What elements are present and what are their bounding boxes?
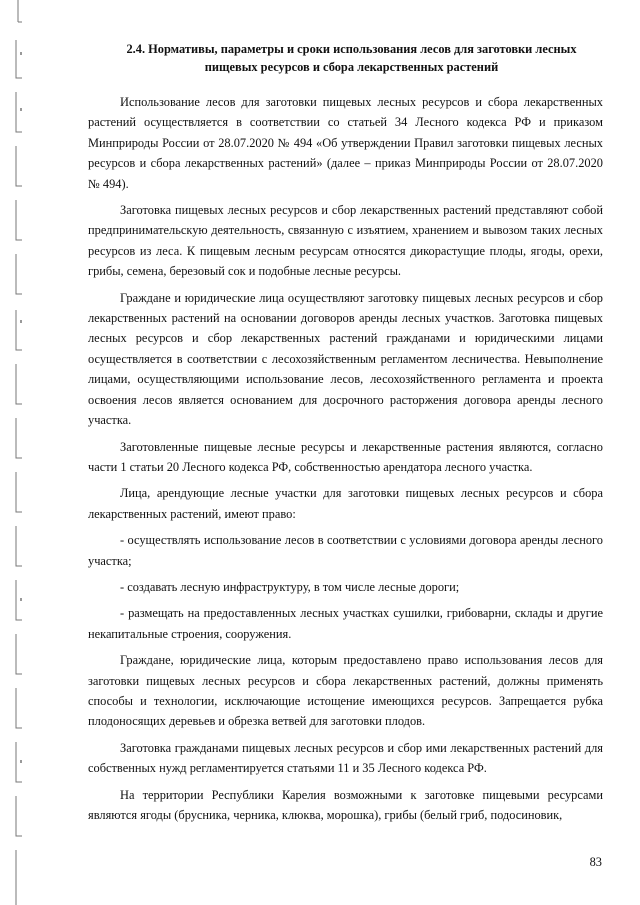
section-heading: 2.4. Нормативы, параметры и сроки использования лесов для заготовки лесных пищевых ресурсов и сбора лекарственных растений — [126, 42, 577, 74]
paragraph: Заготовленные пищевые лесные ресурсы и лекарственные растения являются, согласно части 1 статьи 20 Лесного кодекса РФ, собственностью арендатора лесного участка. — [88, 439, 603, 474]
document-body — [88, 40, 603, 831]
paragraph: На территории Республики Карелия возможными к заготовке пищевыми ресурсами являются ягоды (брусника, черника, клюква, морошка), грибы (белый гриб, подосиновик, — [88, 787, 603, 822]
paragraph: Заготовка пищевых лесных ресурсов и сбор лекарственных растений представляют собой предпринимательскую деятельность, связанную с изъятием, хранением и вывозом таких лесных ресурсов из леса. К пищевым лесным ресурсам относятся дикорастущие плоды, ягоды, орехи, грибы, семена, березовый сок и подобные лесные ресурсы. — [88, 203, 603, 279]
paragraph: Использование лесов для заготовки пищевых лесных ресурсов и сбора лекарственных растений осуществляется в соответствии со статьей 34 Лесного кодекса РФ и приказом Минприроды России от 28.07.2020 № 494 «Об утверждении Правил заготовки пищевых лесных ресурсов и сбора лекарственных растений» (далее – приказ Минприроды России от 28.07.2020 № 494). — [88, 95, 603, 191]
list-item: - создавать лесную инфраструктуру, в том числе лесные дороги; — [120, 579, 460, 594]
paragraph: Граждане, юридические лица, которым предоставлено право использования лесов для заготовки пищевых лесных ресурсов и сбора лекарственных растений, должны применять способы и технологии, исключающие истощение имеющихся ресурсов. Запрещается рубка плодоносящих деревьев и обрезка ветвей для заготовки плодов. — [88, 653, 603, 729]
list-item: - осуществлять использование лесов в соответствии с условиями договора аренды лесного участка; — [88, 533, 603, 568]
paragraph: Лица, арендующие лесные участки для заготовки пищевых лесных ресурсов и сбора лекарственных растений, имеют право: — [88, 486, 603, 521]
paragraph: Граждане и юридические лица осуществляют заготовку пищевых лесных ресурсов и сбор лекарственных растений на основании договоров аренды лесных участков. Заготовка пищевых лесных ресурсов и сбор лекарственных растений гражданами и юридическими лицами осуществляется в соответствии с лесохозяйственным регламентом лесничества. Невыполнение лицами, осуществляющими использование лесов, лесохозяйственного регламента и проекта освоения лесов является основанием для досрочного расторжения договора аренды лесного участка. — [88, 290, 603, 428]
paragraph: Заготовка гражданами пищевых лесных ресурсов и сбор ими лекарственных растений для собственных нужд регламентируется статьями 11 и 35 Лесного кодекса РФ. — [88, 740, 603, 776]
list-item: - размещать на предоставленных лесных участках сушилки, грибоварни, склады и другие некапитальные строения, сооружения. — [88, 606, 603, 641]
scan-binding-marks — [6, 0, 28, 905]
page-number: 83 — [589, 855, 602, 869]
